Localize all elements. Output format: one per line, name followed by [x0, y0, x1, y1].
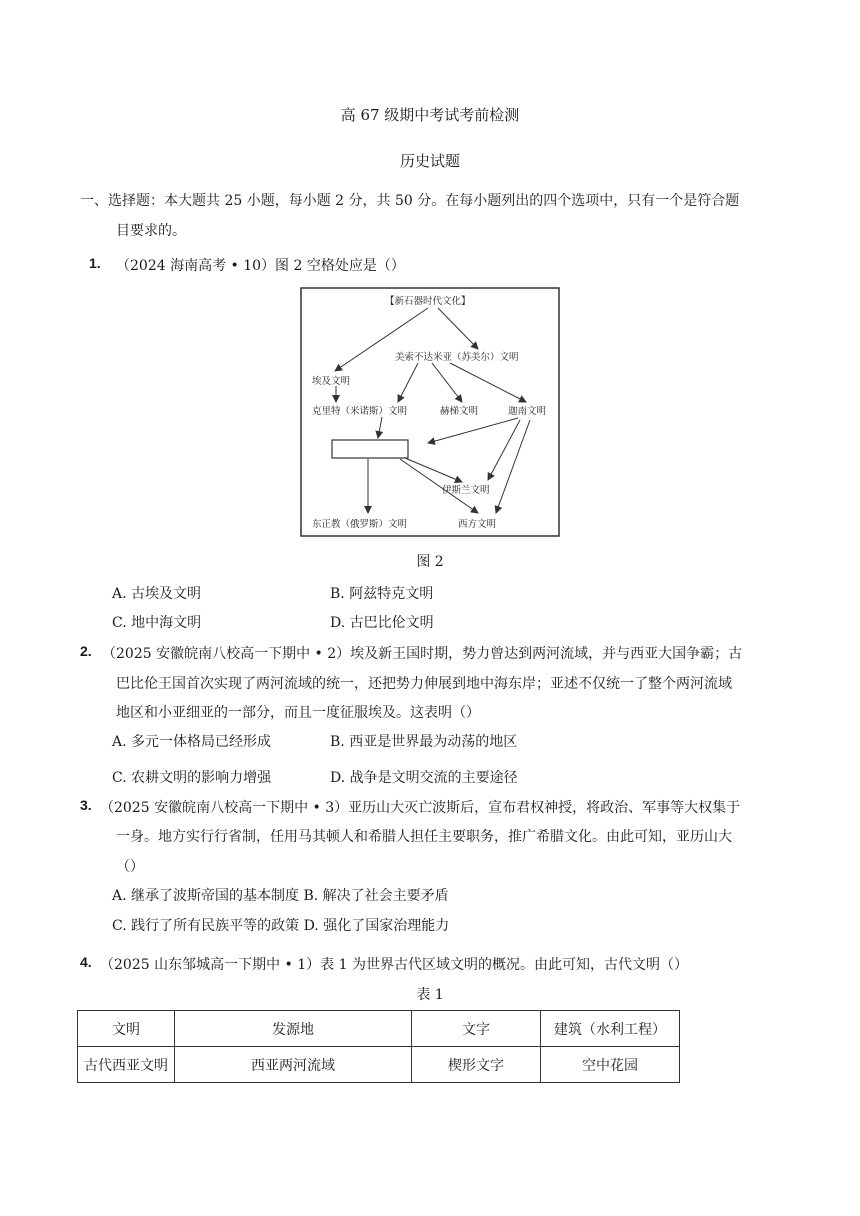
option-c[interactable]: C. 农耕文明的影响力增强: [112, 770, 272, 786]
table-caption: 表 1: [416, 987, 444, 1003]
table-cell: 楔形文字: [412, 1047, 541, 1083]
label-mesopotamia: 美索不达米亚（苏美尔）文明: [395, 352, 519, 363]
option-c[interactable]: C. 地中海文明: [112, 615, 202, 631]
page-subtitle: 历史试题: [399, 152, 460, 170]
blank-box: [332, 440, 408, 458]
question-stem-line2: 一身。地方实行行省制，任用马其顿人和希腊人担任主要职务，推广希腊文化。由此可知，亚历山大: [116, 829, 732, 845]
option-b[interactable]: B. 阿兹特克文明: [330, 586, 434, 602]
label-western: 西方文明: [458, 519, 497, 530]
question-number: 3.: [80, 797, 92, 813]
option-line-ab[interactable]: A. 继承了波斯帝国的基本制度 B. 解决了社会主要矛盾: [112, 888, 449, 904]
question-stem: （2024 海南高考 • 10）图 2 空格处应是（）: [116, 258, 405, 274]
label-root: 【新石器时代文化】: [385, 296, 471, 307]
option-b[interactable]: B. 西亚是世界最为动荡的地区: [330, 734, 518, 750]
question-stem: （2025 山东邹城高一下期中 • 1）表 1 为世界古代区域文明的概况。由此可知，古代文明（）: [100, 957, 688, 973]
label-crete: 克里特（米诺斯）文明: [312, 406, 408, 417]
label-islam: 伊斯兰文明: [442, 485, 490, 496]
question-stem-line2: 巴比伦王国首次实现了两河流域的统一，还把势力伸展到地中海东岸；亚述不仅统一了整个两河流域: [116, 676, 732, 692]
question-number: 2.: [80, 643, 92, 659]
option-a[interactable]: A. 多元一体格局已经形成: [112, 734, 272, 750]
table-cell: 古代西亚文明: [78, 1047, 175, 1083]
question-stem-line3: 地区和小亚细亚的一部分，而且一度征服埃及。这表明（）: [116, 705, 480, 721]
label-orthodox: 东正教（俄罗斯）文明: [312, 519, 408, 530]
figure-caption: 图 2: [416, 554, 444, 570]
civilization-table: [77, 1010, 680, 1083]
table-header-cell: 发源地: [175, 1011, 412, 1047]
table-header-cell: 建筑（水利工程）: [541, 1011, 680, 1047]
civilization-diagram: [300, 287, 560, 537]
label-canaan: 迦南文明: [508, 406, 547, 417]
option-d[interactable]: D. 战争是文明交流的主要途径: [330, 770, 518, 786]
label-hittite: 赫梯文明: [440, 406, 479, 417]
table-header-row: [78, 1011, 680, 1047]
option-d[interactable]: D. 古巴比伦文明: [330, 615, 434, 631]
table-header-cell: 文明: [78, 1011, 175, 1047]
section-instruction-line2: 目要求的。: [116, 223, 186, 239]
question-number: 1.: [89, 255, 101, 271]
table-row: [78, 1047, 680, 1083]
table-cell: 空中花园: [541, 1047, 680, 1083]
option-line-cd[interactable]: C. 践行了所有民族平等的政策 D. 强化了国家治理能力: [112, 918, 450, 934]
label-egypt: 埃及文明: [312, 376, 351, 387]
question-stem-line3: （）: [116, 859, 144, 875]
page-title: 高 67 级期中考试考前检测: [340, 106, 520, 124]
table-header-cell: 文字: [412, 1011, 541, 1047]
section-instruction-line1: 一、选择题：本大题共 25 小题，每小题 2 分，共 50 分。在每小题列出的四个选项中，只有一个是符合题: [80, 193, 740, 209]
question-stem-line1: （2025 安徽皖南八校高一下期中 • 3）亚历山大灭亡波斯后，宣布君权神授，将政治、军事等大权集于: [100, 800, 741, 816]
question-stem-line1: （2025 安徽皖南八校高一下期中 • 2）埃及新王国时期，势力曾达到两河流域，并与西亚大国争霸；古: [102, 646, 743, 662]
question-number: 4.: [80, 954, 92, 970]
option-a[interactable]: A. 古埃及文明: [112, 586, 202, 602]
table-cell: 西亚两河流域: [175, 1047, 412, 1083]
